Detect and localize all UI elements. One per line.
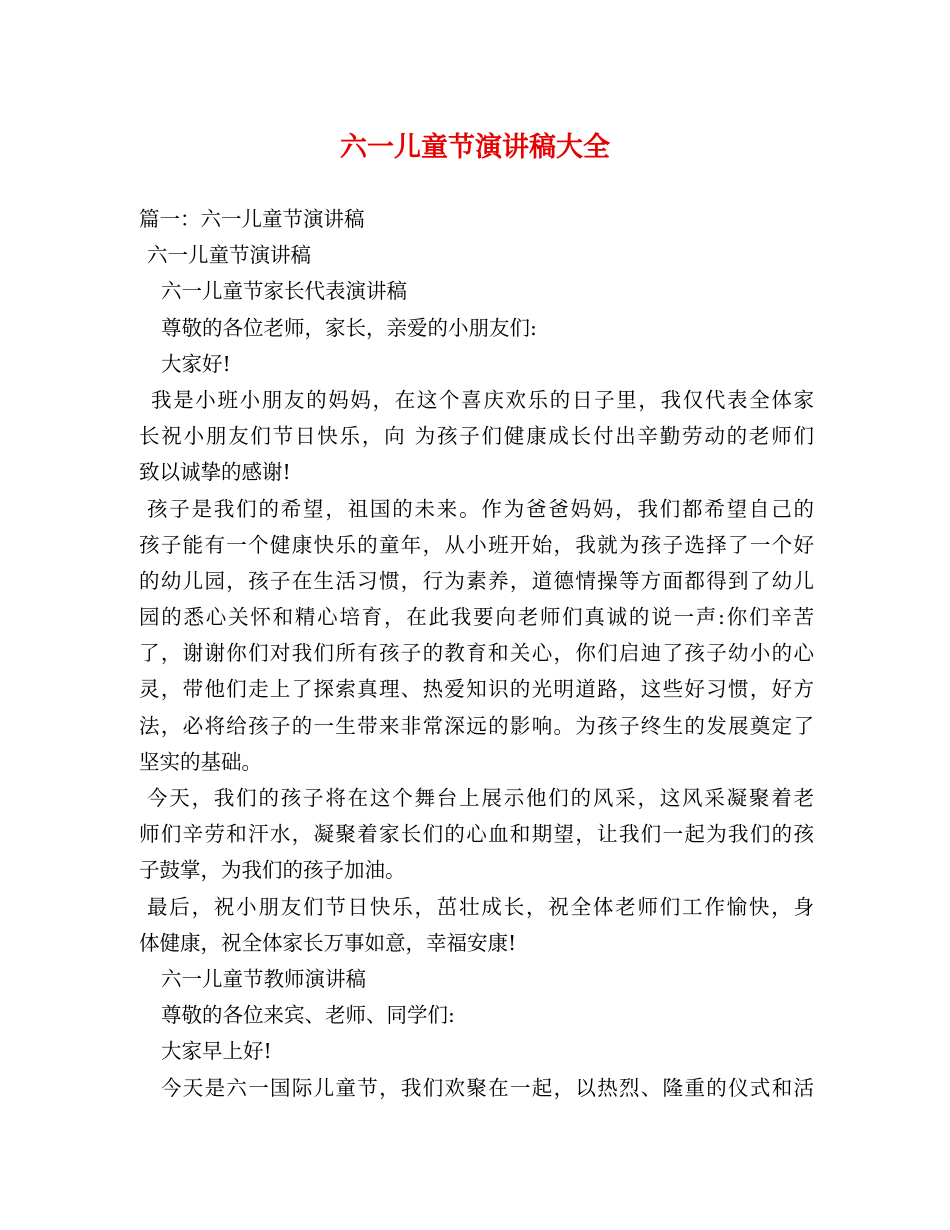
document-title: 六一儿童节演讲稿大全	[340, 132, 610, 163]
speech-title: 六一儿童节教师演讲稿	[161, 966, 366, 991]
paragraph-line: 最后，祝小朋友们节日快乐，茁壮成长，祝全体老师们工作愉快，身	[147, 894, 814, 919]
paragraph-line: 孩子能有一个健康快乐的童年，从小班开始，我就为孩子选择了一个好	[139, 532, 814, 557]
paragraph-line: 的幼儿园，孩子在生活习惯，行为素养，道德情操等方面都得到了幼儿	[139, 568, 814, 593]
paragraph-line: 长祝小朋友们节日快乐，向 为孩子们健康成长付出辛勤劳动的老师们	[139, 424, 814, 449]
paragraph-line: 子鼓掌，为我们的孩子加油。	[139, 858, 406, 883]
paragraph-line: 坚实的基础。	[139, 749, 262, 774]
greeting: 大家早上好!	[161, 1039, 272, 1064]
salutation: 尊敬的各位老师，家长，亲爱的小朋友们:	[161, 315, 537, 340]
paragraph-line: 今天，我们的孩子将在这个舞台上展示他们的风采，这风采凝聚着老	[147, 786, 814, 810]
paragraph-line: 法，必将给孩子的一生带来非常深远的影响。为孩子终生的发展奠定了	[139, 713, 814, 738]
section-heading: 篇一：六一儿童节演讲稿	[139, 207, 365, 231]
paragraph-line: 体健康，祝全体家长万事如意，幸福安康!	[139, 930, 517, 955]
paragraph-line: 了，谢谢你们对我们所有孩子的教育和关心，你们启迪了孩子幼小的心	[139, 641, 814, 666]
salutation: 尊敬的各位来宾、老师、同学们:	[161, 1003, 455, 1028]
paragraph-line: 园的悉心关怀和精心培育，在此我要向老师们真诚的说一声:你们辛苦	[139, 605, 814, 630]
paragraph-line: 孩子是我们的希望，祖国的未来。作为爸爸妈妈，我们都希望自己的	[147, 496, 814, 521]
document-body	[139, 201, 814, 1106]
paragraph-line: 师们辛劳和汗水，凝聚着家长们的心血和期望，让我们一起为我们的孩	[139, 822, 814, 847]
paragraph-line: 今天是六一国际儿童节，我们欢聚在一起，以热烈、隆重的仪式和活	[161, 1075, 814, 1100]
paragraph-line: 灵，带他们走上了探索真理、热爱知识的光明道路，这些好习惯，好方	[139, 677, 814, 702]
speech-title: 六一儿童节家长代表演讲稿	[161, 279, 407, 304]
paragraph-line: 致以诚挚的感谢!	[139, 460, 291, 485]
subheading: 六一儿童节演讲稿	[147, 243, 311, 268]
greeting: 大家好!	[161, 351, 231, 376]
paragraph-line: 我是小班小朋友的妈妈，在这个喜庆欢乐的日子里，我仅代表全体家	[151, 387, 814, 412]
